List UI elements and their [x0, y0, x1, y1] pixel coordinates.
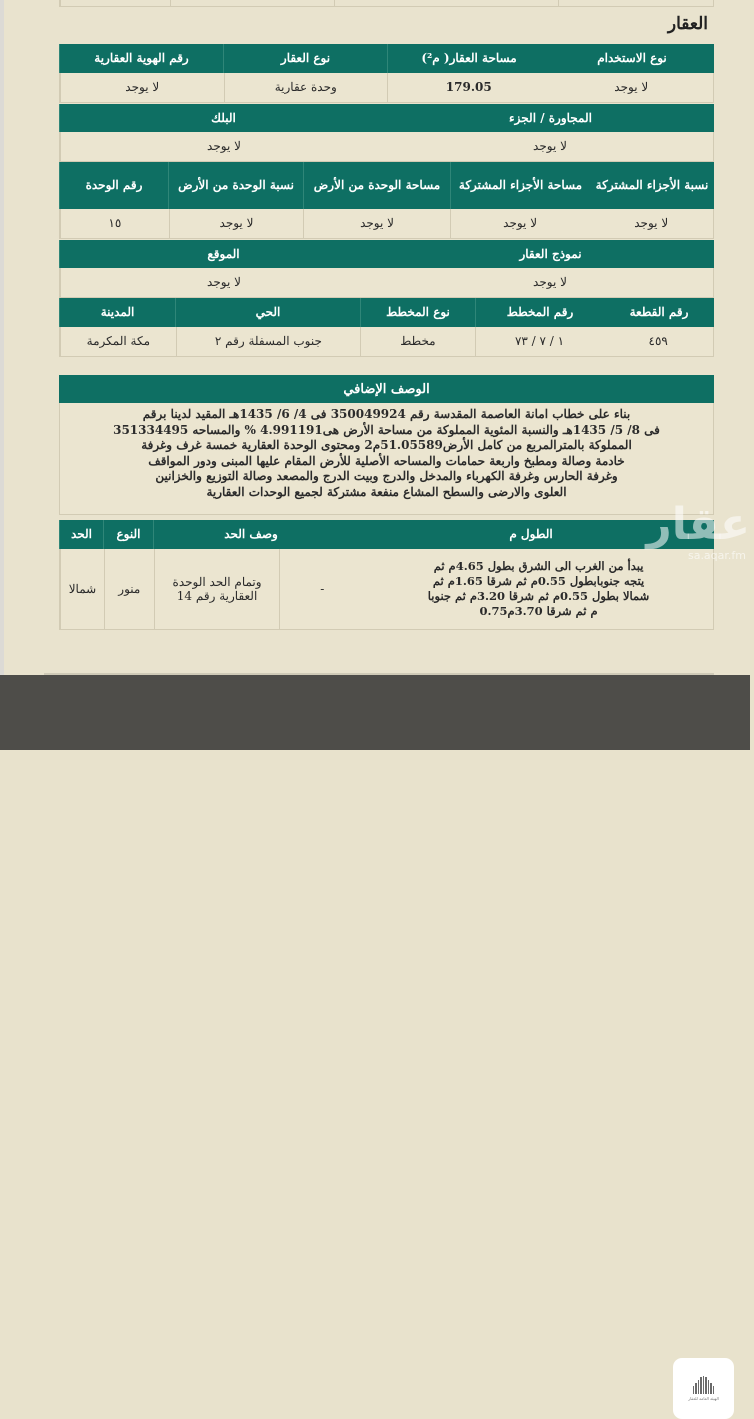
additional-description-header: الوصف الإضافي — [59, 375, 714, 403]
additional-description-body — [59, 403, 714, 515]
header-boundary-type: النوع — [103, 520, 153, 549]
value-shared-parts-area: لا يوجد — [450, 209, 590, 238]
aqar-logo-icon: عقار — [646, 499, 750, 550]
boundary-description-line: العقارية رقم 14 — [176, 589, 258, 603]
description-line: وغرفة الحارس وغرفة الكهرباء والمدخل والدرج وبيت الدرج والمصعد وصالة التوزيع والخزانين — [155, 469, 618, 483]
description-line: فى 8/ 5/ 1435هـ والنسبة المئوية المملوكة من مساحة الأرض هى4.991191 % والمساحه 351334495 — [113, 422, 660, 437]
header-unit-number: رقم الوحدة — [59, 162, 168, 209]
header-unit-land-ratio: نسبة الوحدة من الأرض — [168, 162, 303, 209]
value-usage-type: لا يوجد — [614, 80, 649, 95]
boundary-description — [154, 549, 280, 629]
header-boundary-length: الطول م — [509, 527, 553, 542]
boundary-side: شمالا — [60, 549, 104, 629]
value-neighborhood-part: لا يوجد — [533, 139, 567, 154]
header-property-model: نموذج العقار — [519, 246, 582, 261]
value-city: مكة المكرمة — [60, 327, 176, 356]
value-property-area: 179.05 — [387, 73, 550, 102]
value-unit-land-area: لا يوجد — [303, 209, 450, 238]
boundary-length-line: شمالا بطول 0.55م ثم شرقا 3.20م ثم جنوبا — [427, 589, 650, 603]
section-title: العقار — [667, 14, 708, 34]
plan-values — [59, 327, 714, 357]
header-city: المدينة — [59, 298, 175, 327]
header-property-type: نوع العقار — [223, 44, 387, 73]
block-header — [59, 104, 714, 132]
header-plan-type: نوع المخطط — [360, 298, 475, 327]
viewer-footer-bar — [0, 675, 750, 1401]
property-identity-values — [59, 73, 714, 103]
value-property-type: وحدة عقارية — [224, 73, 388, 102]
app-badge-label: الهيئة العامة للعقار — [688, 1396, 719, 1401]
value-location: لا يوجد — [60, 268, 387, 297]
value-shared-parts-ratio: لا يوجد — [634, 216, 669, 231]
value-district: جنوب المسفلة رقم ٢ — [176, 327, 360, 356]
header-district: الحي — [175, 298, 360, 327]
description-line: خادمة وصالة ومطبخ واربعة حمامات والمساحه الأصلية للأرض المقام عليها المبنى ودور المواقف — [148, 453, 625, 468]
boundaries-header — [59, 520, 714, 549]
value-plot-number: ٤٥٩ — [648, 334, 668, 349]
header-neighborhood-part: المجاورة / الجزء — [509, 110, 592, 125]
unit-values — [59, 209, 714, 239]
boundary-type: منور — [104, 549, 154, 629]
block-values — [59, 132, 714, 162]
header-property-area: مساحة العقار( م²) — [387, 44, 550, 73]
description-line: المملوكة بالمترالمربع من كامل الأرض51.05589م2 ومحتوى الوحدة العقارية خمسة غرف وغرفة — [141, 438, 632, 452]
value-plan-type: مخطط — [360, 327, 475, 356]
previous-table-remnant — [59, 0, 714, 7]
building-logo-icon — [693, 1376, 715, 1394]
header-property-id: رقم الهوية العقارية — [59, 44, 223, 73]
boundary-extra: - — [279, 549, 364, 629]
unit-header — [59, 162, 714, 209]
header-location: الموقع — [59, 240, 387, 268]
boundary-row — [59, 549, 714, 630]
boundary-length-line: يتجه جنوبابطول 0.55م ثم شرقا 1.65م ثم — [432, 574, 645, 588]
value-property-id: لا يوجد — [60, 73, 224, 102]
value-plan-number: ١ / ٧ / ٧٣ — [475, 327, 604, 356]
value-block: لا يوجد — [60, 132, 387, 161]
description-line: العلوى والارضى والسطح المشاع منفعة مشتركة لجميع الوحدات العقارية — [206, 484, 567, 499]
real-estate-authority-app-button[interactable] — [673, 1358, 734, 1419]
header-usage-type: نوع الاستخدام — [597, 51, 667, 66]
document-page — [0, 0, 750, 675]
header-shared-parts-ratio: نسبة الأجزاء المشتركة — [595, 178, 709, 193]
location-header — [59, 240, 714, 268]
header-plot-number: رقم القطعة — [629, 305, 689, 320]
boundary-length-line: م ثم شرقا 3.70م0.75 — [479, 604, 598, 618]
value-unit-land-ratio: لا يوجد — [169, 209, 304, 238]
header-plan-number: رقم المخطط — [475, 298, 604, 327]
header-boundary-description: وصف الحد — [153, 520, 348, 549]
header-block: البلك — [59, 104, 387, 132]
header-unit-land-area: مساحة الوحدة من الأرض — [303, 162, 450, 209]
description-line: بناء على خطاب امانة العاصمة المقدسة رقم 350049924 فى 4/ 6/ 1435هـ المقيد لدينا برقم — [142, 407, 631, 421]
property-identity-header — [59, 44, 714, 73]
boundary-length — [364, 549, 713, 629]
header-boundary-side: الحد — [59, 520, 103, 549]
watermark-url: sa.aqar.fm — [687, 549, 746, 562]
boundary-length-line: يبدأ من الغرب الى الشرق بطول 4.65م ثم — [433, 559, 644, 573]
value-unit-number: ١٥ — [60, 209, 169, 238]
value-property-model: لا يوجد — [533, 275, 567, 290]
boundary-description-line: وتمام الحد الوحدة — [172, 574, 262, 589]
plan-header — [59, 298, 714, 327]
header-shared-parts-area: مساحة الأجزاء المشتركة — [450, 162, 590, 209]
location-values — [59, 268, 714, 298]
